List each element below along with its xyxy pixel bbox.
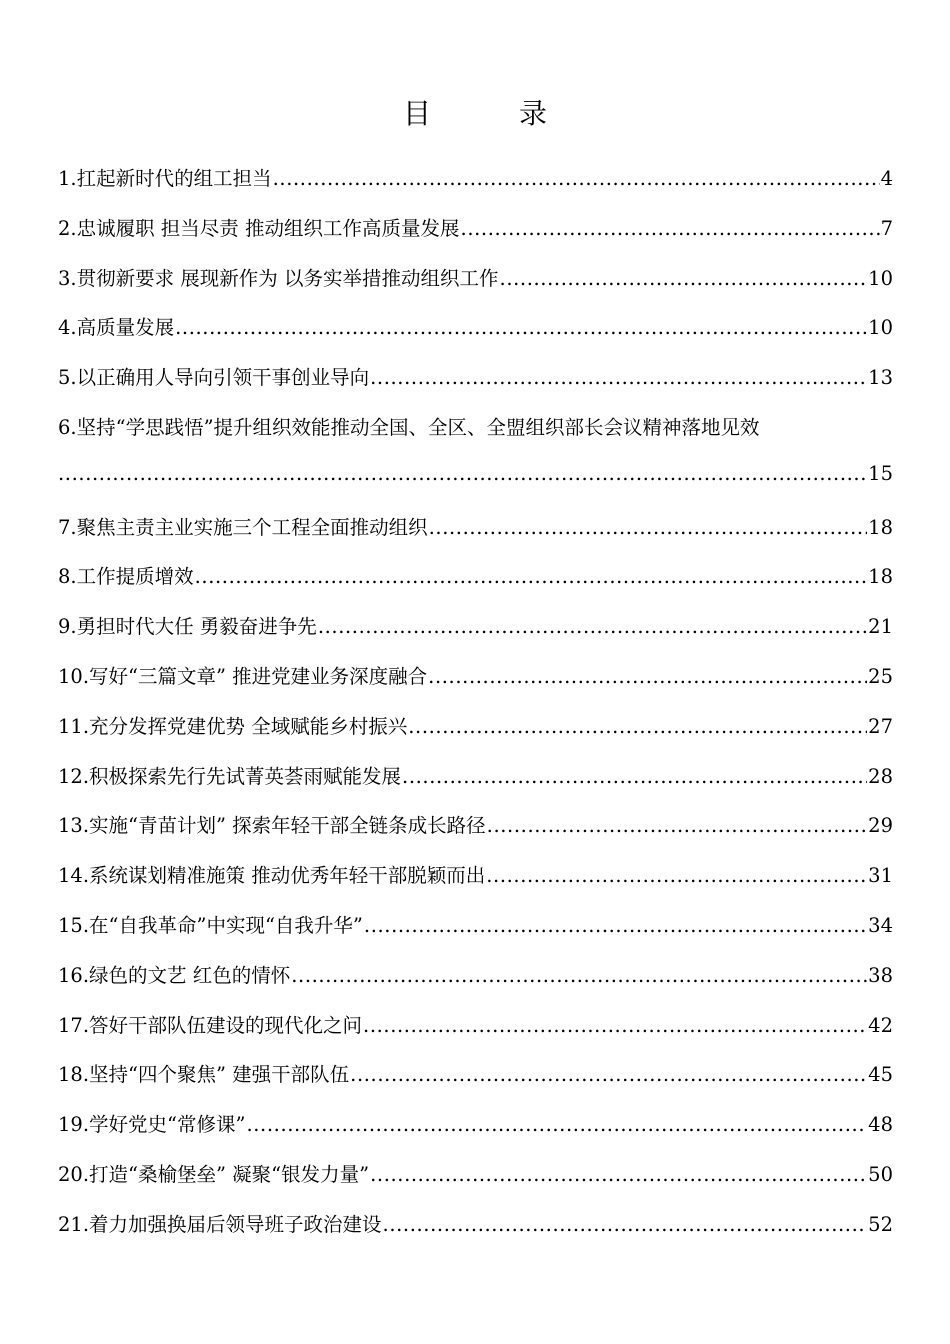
toc-entry-page: 38: [868, 963, 893, 987]
toc-entry[interactable]: [58, 213, 893, 263]
leader-dots: [364, 914, 867, 937]
leader-dots: [429, 516, 868, 539]
toc-title: 目 录: [402, 97, 577, 130]
leader-dots: [402, 765, 867, 788]
toc-entry-page: 10: [868, 316, 893, 340]
toc-entry-page: 25: [868, 664, 893, 688]
toc-entry-page: 4: [880, 167, 893, 190]
toc-entry[interactable]: [58, 810, 893, 860]
toc-entry-page: 50: [868, 1162, 893, 1186]
leader-dots: [487, 814, 868, 837]
leader-dots: [383, 1213, 868, 1236]
toc-entry[interactable]: [58, 1109, 893, 1159]
toc-entry-page: 15: [868, 461, 893, 485]
leader-dots: [195, 565, 868, 588]
toc-entry-title: 3.贯彻新要求 展现新作为 以务实举措推动组织工作: [58, 266, 499, 290]
toc-entry-title: 5.以正确用人导向引领干事创业导向: [58, 366, 370, 390]
toc-entry-title: 8.工作提质增效: [58, 565, 194, 589]
toc-entry[interactable]: [58, 960, 893, 1010]
toc-entry-title: 20.打造“桑榆堡垒” 凝聚“银发力量”: [58, 1162, 370, 1186]
leader-dots: [461, 217, 880, 240]
toc-entry-title: 10.写好“三篇文章” 推进党建业务深度融合: [58, 664, 428, 688]
toc-entry-title: 6.坚持“学思践悟”提升组织效能推动全国、全区、全盟组织部长会议精神落地见效: [58, 415, 760, 439]
toc-entry-page: 10: [868, 266, 893, 290]
toc-entry[interactable]: [58, 860, 893, 910]
toc-entry-title: 12.积极探索先行先试菁英荟雨赋能发展: [58, 764, 402, 788]
toc-entry-page: 7: [880, 216, 893, 240]
toc-entry-page: 18: [868, 515, 893, 539]
toc-entry[interactable]: [58, 761, 893, 811]
toc-entry[interactable]: [58, 362, 893, 412]
toc-entry[interactable]: [58, 711, 893, 761]
toc-entry-page: 34: [868, 913, 893, 937]
toc-entry-title: 15.在“自我革命”中实现“自我升华”: [58, 913, 363, 937]
toc-entry[interactable]: [58, 910, 893, 960]
toc-entry-title: 9.勇担时代大任 勇毅奋进争先: [58, 615, 317, 639]
toc-entry[interactable]: [58, 412, 893, 462]
toc-entry-page: 29: [868, 814, 893, 838]
toc-entry[interactable]: [58, 1159, 893, 1209]
toc-entry-title: 4.高质量发展: [58, 316, 175, 340]
toc-entry-page: 31: [868, 864, 893, 888]
toc-entry-page: 45: [868, 1063, 893, 1087]
leader-dots: [428, 665, 867, 688]
toc-entry[interactable]: [58, 263, 893, 313]
toc-entry-page: 28: [868, 764, 893, 788]
leader-dots: [318, 615, 867, 638]
toc-entry[interactable]: [58, 1209, 893, 1259]
toc-entry-page: 48: [868, 1113, 893, 1137]
toc-entry-page: 21: [868, 615, 893, 639]
leader-dots: [370, 1163, 867, 1186]
leader-dots: [363, 1014, 867, 1037]
toc-entry[interactable]: [58, 661, 893, 711]
toc-entry[interactable]: [58, 312, 893, 362]
toc-entry-title: 13.实施“青苗计划” 探索年轻干部全链条成长路径: [58, 814, 486, 838]
toc-entry-page: 13: [868, 366, 893, 390]
toc-entry-title: 2.忠诚履职 担当尽责 推动组织工作高质量发展: [58, 216, 460, 240]
toc-entry[interactable]: [58, 163, 893, 213]
toc-entry[interactable]: [58, 1010, 893, 1060]
toc-entry-page: 18: [868, 565, 893, 589]
toc-entry[interactable]: [58, 611, 893, 661]
toc-entry[interactable]: [58, 561, 893, 611]
leader-dots: [486, 864, 867, 887]
toc-entry-title: 17.答好干部队伍建设的现代化之问: [58, 1013, 363, 1037]
leader-dots: [350, 1063, 867, 1086]
toc-entry-continuation[interactable]: [58, 462, 893, 512]
toc-entry-title: 19.学好党史“常修课”: [58, 1113, 246, 1137]
toc-entry-page: 27: [868, 714, 893, 738]
toc-entry-title: 16.绿色的文艺 红色的情怀: [58, 963, 291, 987]
leader-dots: [500, 267, 868, 290]
toc-entry[interactable]: [58, 1059, 893, 1109]
toc-entry-page: 52: [868, 1212, 893, 1236]
leader-dots: [408, 715, 867, 738]
toc-entry-title: 1.扛起新时代的组工担当: [58, 167, 272, 190]
leader-dots: [175, 316, 867, 339]
leader-dots: [291, 964, 867, 987]
leader-dots: [58, 462, 867, 485]
toc-entry-title: 18.坚持“四个聚焦” 建强干部队伍: [58, 1063, 350, 1087]
toc-entry[interactable]: [58, 512, 893, 562]
leader-dots: [273, 167, 880, 190]
leader-dots: [246, 1113, 867, 1136]
toc-entry-title: 11.充分发挥党建优势 全域赋能乡村振兴: [58, 714, 408, 738]
toc-entry-title: 7.聚焦主责主业实施三个工程全面推动组织: [58, 515, 428, 539]
table-of-contents: [58, 163, 893, 1259]
toc-entry-title: 21.着力加强换届后领导班子政治建设: [58, 1212, 382, 1236]
leader-dots: [370, 366, 867, 389]
toc-entry-page: 42: [868, 1013, 893, 1037]
toc-entry-title: 14.系统谋划精准施策 推动优秀年轻干部脱颖而出: [58, 864, 486, 888]
